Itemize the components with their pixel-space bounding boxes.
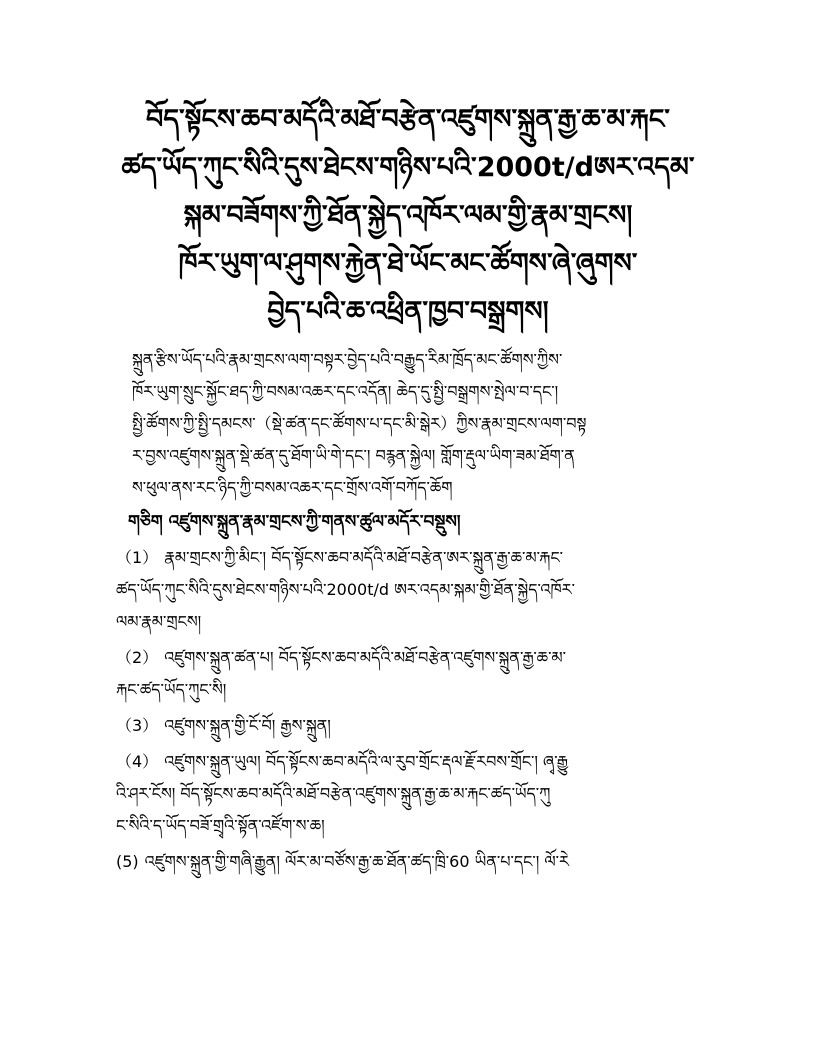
intro-line: ས་ཕུལ་ནས་རང་ཉིད་ཀྱི་བསམ་འཆར་དང་གྲོས་འགོ་བཀོད་ཆོག: [132, 478, 453, 497]
intro-line: ར་བྱས་འཛུགས་སྐྲུན་སྡེ་ཚན་དུ་ཐོག་ཡི་གེ་དང་། བརྙན་སྐྱེལ། གློག་རྡུལ་ཡིག་ཟམ་ཐོག་ན: [132, 446, 575, 465]
item-line: [116, 642, 706, 674]
item-text: འཛུགས་སྐྲུན་གྱི་གཞི་རྒྱུན། ལོར་མ་བཙོས་རྒྱ་ཆ་ཐོན་ཚད་ཁྲི་60 ཡིན་པ་དང་། ལོ་རེ: [144, 852, 569, 871]
item-number: （1）: [116, 548, 159, 567]
item-text: འཛུགས་སྐྲུན་ཚན་པ། བོད་སྟོངས་ཆབ་མདོའི་མཐོ་བརྩེན་འཛུགས་སྐྲུན་རྒྱ་ཆ་མ་: [164, 648, 567, 667]
item-line: ལམ་རྣམ་གྲངས།: [116, 612, 202, 631]
item-number: （2）: [116, 648, 159, 667]
item-line: [116, 746, 706, 778]
item-number: （3）: [116, 716, 159, 735]
list-item-5: [116, 846, 706, 878]
list-item-1: [116, 542, 706, 638]
intro-line: ཁོར་ཡུག་སྲུང་སྐྱོང་ཐད་ཀྱི་བསམ་འཆར་དང་འདོན། ཆེད་དུ་སྤྱི་བསྒྲགས་སྤེལ་བ་དང་།: [132, 382, 559, 401]
item-line: ང་སིའི་ད་ཡོད་བཟོ་གྲྭའི་སྟོན་འཛོག་ས་ཆ།: [116, 816, 325, 835]
item-text: རྣམ་གྲངས་ཀྱི་མིང་། བོད་སྟོངས་ཆབ་མདོའི་མཐོ་བརྩེན་ཨར་སྐྲུན་རྒྱ་ཆ་མ་རྐང་: [164, 548, 564, 567]
title-line: སྐམ་བཟོགས་ཀྱི་ཐོན་སྐྱེད་འཁོར་ལམ་གྱི་རྣམ་གྲངས།: [183, 200, 633, 231]
item-text: འཛུགས་སྐྲུན་ཡུལ། བོད་སྟོངས་ཆབ་མདོའི་ལ་རུབ་གྲོང་རྡལ་རྗོ་རབས་གྲོང་། ཞྭ་རྒྱུ: [164, 752, 569, 771]
list-item-4: [116, 746, 706, 842]
item-line: ཚད་ཡོད་ཀུང་སིའི་དུས་ཐེངས་གཉིས་པའི་2000t/d ཨར་འདམ་སྐམ་གྱི་ཐོན་སྐྱེད་འཁོར་: [116, 580, 575, 599]
intro-paragraph: [116, 344, 706, 504]
item-line: [116, 846, 706, 878]
item-text: འཛུགས་སྐྲུན་གྱི་ངོ་བོ། རྒྱས་སྐྲུན།: [164, 716, 331, 735]
item-line: འི་ཤར་ངོས། བོད་སྟོངས་ཆབ་མདོའི་མཐོ་བརྩེན་འཛུགས་སྐྲུན་རྒྱ་ཆ་མ་རྐང་ཚད་ཡོད་ཀུ: [116, 784, 551, 803]
intro-line: སྐྲུན་རྩིས་ཡོད་པའི་རྣམ་གྲངས་ལག་བསྟར་བྱེད་པའི་བརྒྱུད་རིམ་ཁྲོད་མང་ཚོགས་ཀྱིས་: [132, 350, 563, 369]
item-number: （4）: [116, 752, 159, 771]
item-number: (5): [116, 852, 139, 871]
document-title: [100, 96, 716, 336]
list-item-3: [116, 710, 706, 742]
item-line: རྐང་ཚད་ཡོད་ཀུང་སི།: [116, 680, 227, 699]
list-item-2: [116, 642, 706, 706]
intro-line: སྤྱི་ཚོགས་ཀྱི་སྤྱི་དམངས་（སྡེ་ཚན་དང་ཚོགས་པ་དང་མི་སྒེར）ཀྱིས་རྣམ་གྲངས་ལག་བསྟ: [132, 414, 587, 433]
title-line: ཚད་ཡོད་ཀུང་སིའི་དུས་ཐེངས་གཉིས་པའི་2000t/dཨར་འདམ་: [121, 152, 695, 183]
document-body: [116, 344, 706, 878]
title-line: ཁོར་ཡུག་ལ་ཤུགས་རྐྱེན་ཐེ་ཡོང་མང་ཚོགས་ཞེ་ཞུགས་: [178, 248, 638, 279]
title-line: བྱེད་པའི་ཆ་འཕྲིན་ཁྱབ་བསྒྲགས།: [267, 296, 549, 327]
item-line: [116, 710, 706, 742]
item-line: [116, 542, 706, 574]
section-heading: གཅིག འཛུགས་སྐྲུན་རྣམ་གྲངས་ཀྱི་གནས་ཚུལ་མདོར་བསྡུས།: [128, 512, 461, 532]
title-line: བོད་སྟོངས་ཆབ་མདོའི་མཐོ་བརྩེན་འཛུགས་སྐྲུན་རྒྱ་ཆ་མ་རྐང་: [146, 104, 670, 135]
